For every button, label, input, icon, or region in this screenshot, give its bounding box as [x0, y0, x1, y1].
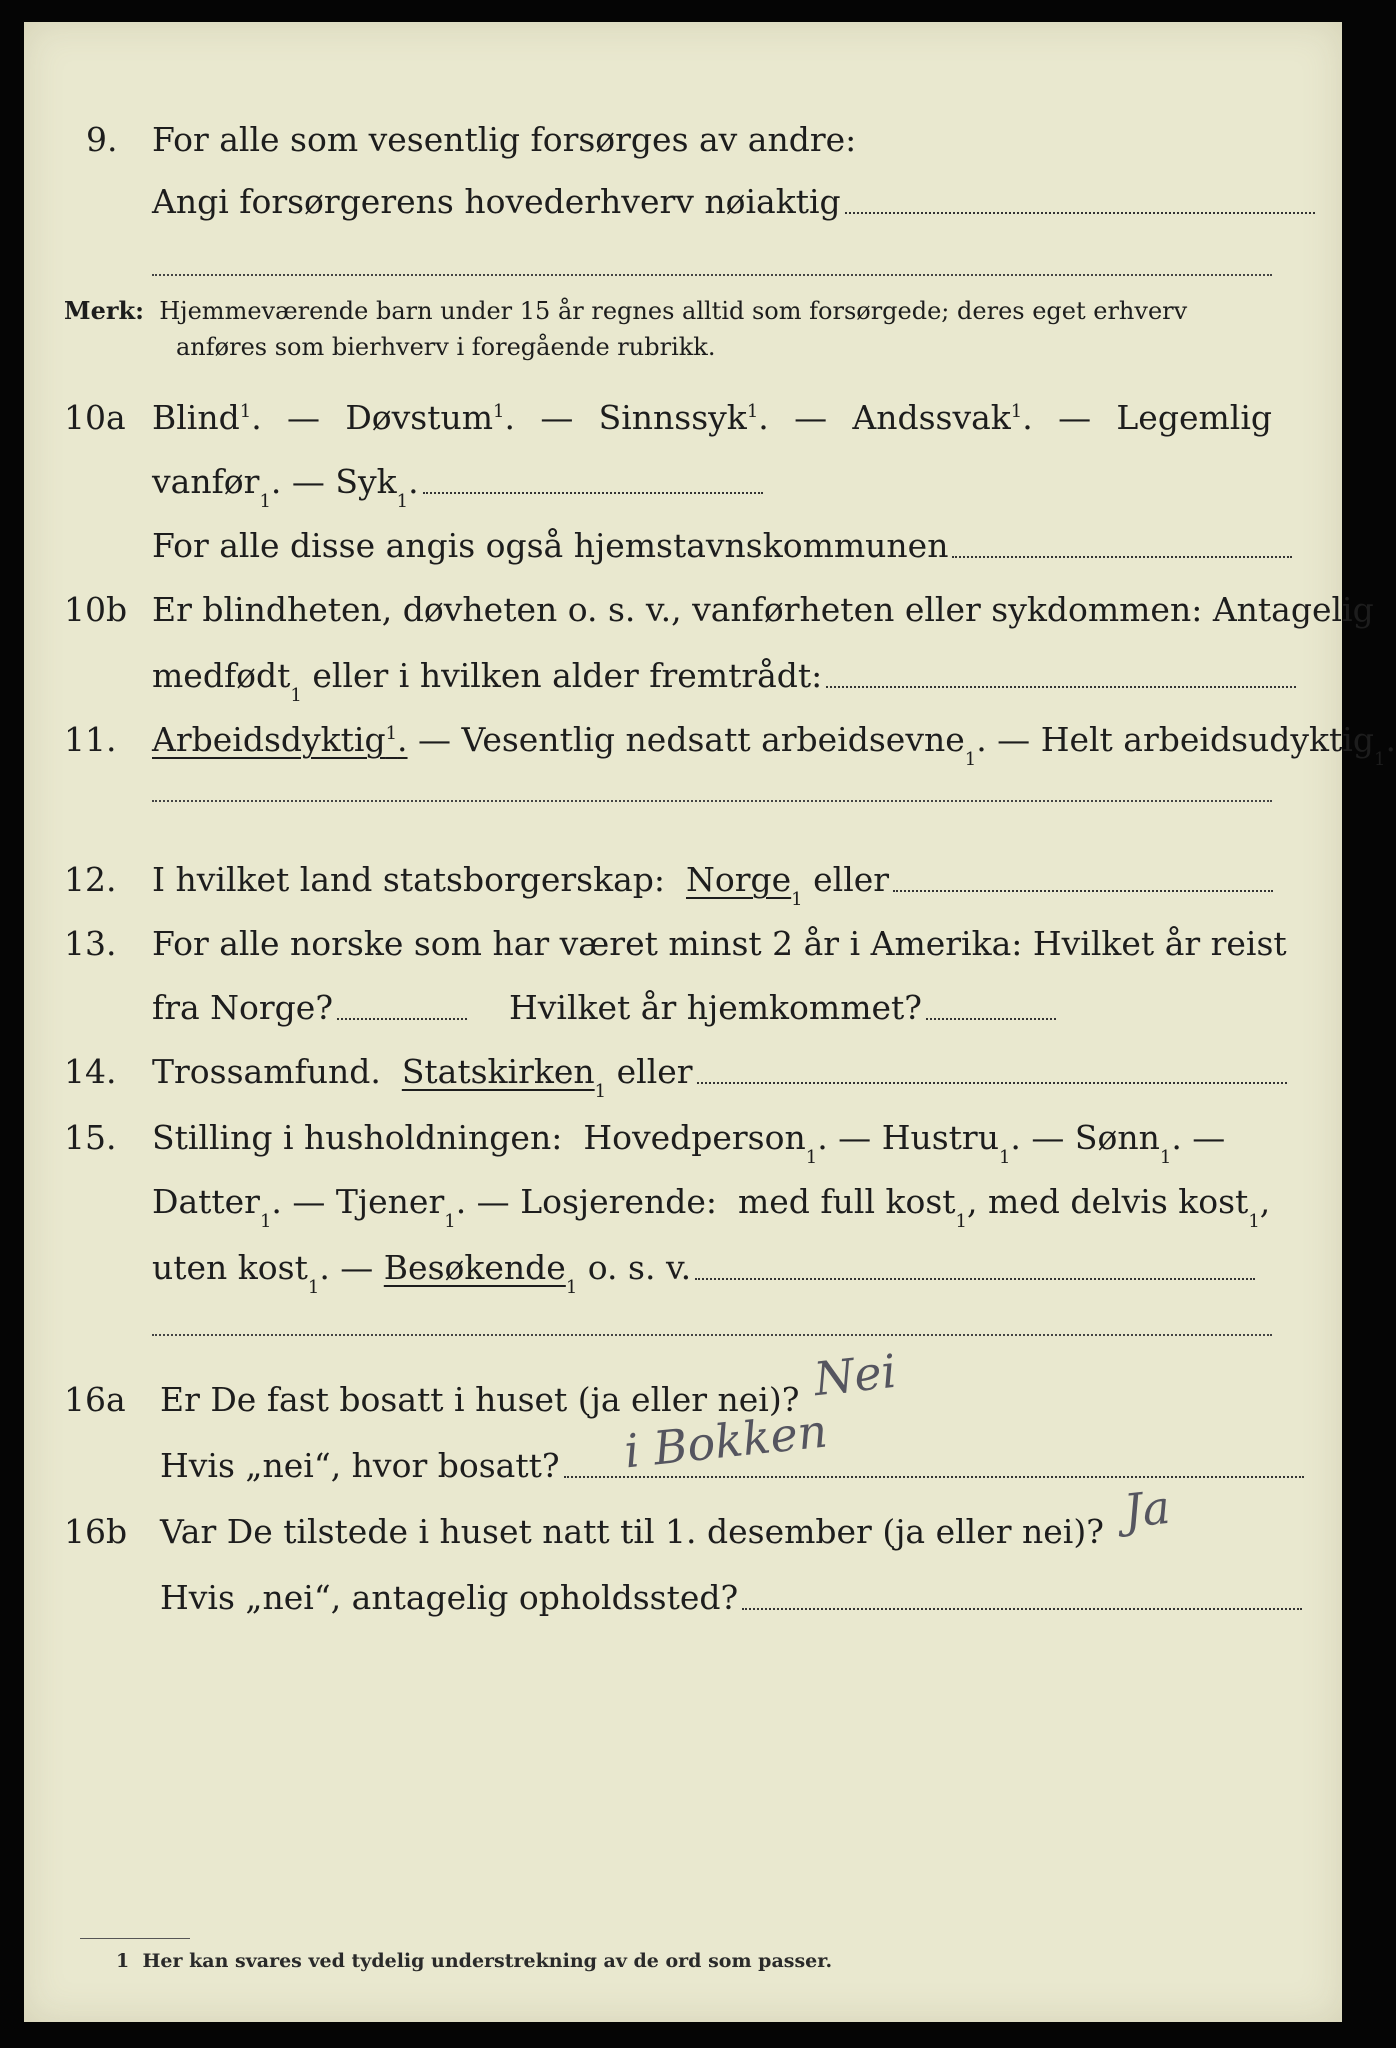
- census-form-page: [24, 22, 1396, 2022]
- q10a-answer-field[interactable]: [423, 492, 763, 494]
- footnote: 1 Her kan svares ved tydelig understrekning av de ord som passer.: [116, 1950, 833, 1972]
- q9-second-answer-line[interactable]: [152, 274, 1272, 276]
- q10a-home-field[interactable]: [952, 556, 1292, 558]
- q12-option-selected[interactable]: Norge: [686, 860, 792, 899]
- q16a-line2: Hvis „nei“, hvor bosatt?: [160, 1446, 1304, 1486]
- q10b-number: 10b: [64, 590, 128, 629]
- q9-text: For alle som vesentlig forsørges av andre:: [152, 120, 857, 159]
- q16a-number: 16a: [64, 1380, 126, 1419]
- q16a-where-field[interactable]: [564, 1476, 1304, 1478]
- merk-note: Merk: Hjemmeværende barn under 15 år regnes alltid som forsørgede; deres eget erhverv: [64, 296, 1188, 325]
- q15-answer-field[interactable]: [695, 1278, 1255, 1280]
- q16b-text: Var De tilstede i huset natt til 1. desember (ja eller nei)?: [160, 1512, 1228, 1552]
- q11-option-selected[interactable]: Arbeidsdyktig$^1$.: [152, 720, 408, 759]
- q16a-handwritten-answer: Nei: [811, 1343, 899, 1407]
- q10a-number: 10a: [64, 398, 126, 437]
- q10a-line2: vanfør 1 . — Syk 1 .: [152, 462, 763, 502]
- footnote-divider: [80, 1938, 190, 1939]
- q15-line2: Datter 1 . — Tjener 1 . — Losjerende: med full kost 1 , med delvis kost 1 ,: [152, 1182, 1271, 1232]
- q15-option-selected[interactable]: Besøkende: [383, 1248, 566, 1287]
- q9-provider-line: Angi forsørgerens hovederhverv nøiaktig: [152, 182, 1315, 222]
- q16b-handwritten-answer: Ja: [1121, 1479, 1173, 1539]
- q12-number: 12.: [64, 860, 117, 899]
- q16a-answer-field[interactable]: [803, 1410, 1323, 1412]
- q15-line3: uten kost 1 . — Besøkende 1 o. s. v.: [152, 1248, 1255, 1288]
- q13-left-field[interactable]: [337, 1018, 467, 1020]
- q9-number: 9.: [86, 120, 118, 159]
- q11-options: Arbeidsdyktig$^1$. — Vesentlig nedsatt arbeidsevne 1 . — Helt arbeidsudyktig 1 .: [152, 720, 1396, 770]
- q11-answer-line[interactable]: [152, 800, 1272, 802]
- q16b-answer-field[interactable]: [1108, 1542, 1228, 1544]
- q16b-number: 16b: [64, 1512, 128, 1551]
- q13-line2: fra Norge? Hvilket år hjemkommet?: [152, 988, 1056, 1028]
- q9-answer-field[interactable]: [845, 212, 1315, 214]
- q11-number: 11.: [64, 720, 117, 759]
- q13-number: 13.: [64, 924, 117, 963]
- q15-number: 15.: [64, 1118, 117, 1157]
- q10a-line3: For alle disse angis også hjemstavnskommunen: [152, 526, 1292, 566]
- q15-answer-line[interactable]: [152, 1334, 1272, 1336]
- q13-text: For alle norske som har været minst 2 år i Amerika: Hvilket år reist: [152, 924, 1287, 963]
- q10b-text: Er blindheten, døvheten o. s. v., vanførheten eller sykdommen: Antagelig: [152, 590, 1374, 629]
- q12-answer-field[interactable]: [893, 890, 1273, 892]
- q14-text: Trossamfund. Statskirken 1 eller: [152, 1052, 1287, 1092]
- q10a-options: Blind$^1$. — Døvstum$^1$. — Sinnssyk$^1$. — Andssvak$^1$. — Legemlig: [152, 398, 1272, 437]
- q14-number: 14.: [64, 1052, 117, 1091]
- q16b-whereabouts-field[interactable]: [742, 1608, 1302, 1610]
- q10b-line2: medfødt 1 eller i hvilken alder fremtrådt:: [152, 656, 1296, 696]
- q12-text: I hvilket land statsborgerskap: Norge 1 eller: [152, 860, 1273, 900]
- q13-returned-field[interactable]: [926, 1018, 1056, 1020]
- q16a-handwritten-location: i Bokken: [621, 1403, 830, 1479]
- q16b-line2: Hvis „nei“, antagelig opholdssted?: [160, 1578, 1302, 1618]
- q15-text: Stilling i husholdningen: Hovedperson 1 . — Hustru 1 . — Sønn 1 . —: [152, 1118, 1226, 1168]
- q14-answer-field[interactable]: [697, 1082, 1287, 1084]
- merk-note-line2: anføres som bierhverv i foregående rubrikk.: [176, 333, 716, 361]
- q16a-text: Er De fast bosatt i huset (ja eller nei)?: [160, 1380, 1323, 1420]
- q14-option-selected[interactable]: Statskirken: [401, 1052, 595, 1091]
- q10b-answer-field[interactable]: [826, 686, 1296, 688]
